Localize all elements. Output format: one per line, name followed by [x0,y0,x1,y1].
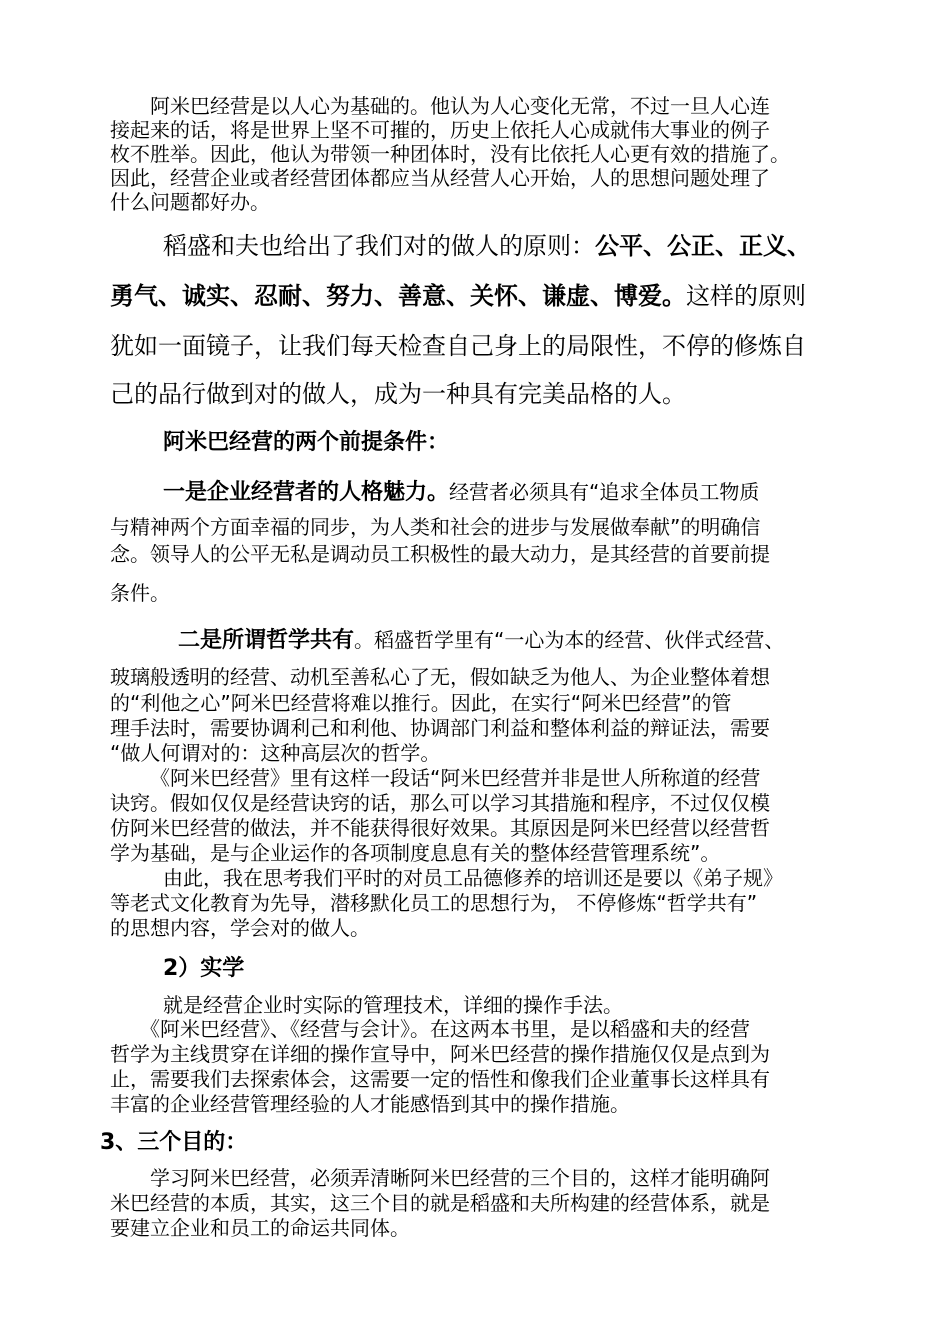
quote-line-3: 仿阿米巴经营的做法，并不能获得很好效果。其原因是阿米巴经营以经营哲 [110,816,770,840]
heading-goals: 3、三个目的： [100,1130,248,1155]
practice-line-5: 丰富的企业经营管理经验的人才能感悟到其中的操作措施。 [110,1092,630,1116]
para1-line-3: 枚不胜举。因此，他认为带领一种团体时，没有比依托人心更有效的措施了。 [110,142,790,166]
training-line-2: 等老式文化教育为先导，潜移默化员工的思想行为， 不停修炼“哲学共有” [110,891,758,915]
premise2-line-1-rest: 。稻盛哲学里有“一心为本的经营、伙伴式经营、 [354,628,785,652]
heading-premise: 阿米巴经营的两个前提条件： [163,430,450,455]
para1-line-1: 阿米巴经营是以人心为基础的。他认为人心变化无常，不过一旦人心连 [150,94,770,118]
premise2-bold: 二是所谓哲学共有 [178,628,355,653]
practice-line-3: 哲学为主线贯穿在详细的操作宣导中，阿米巴经营的操作措施仅仅是点到为 [110,1042,770,1066]
para2-line-3: 犹如一面镜子，让我们每天检查自己身上的局限性，不停的修炼自 [110,332,806,360]
practice-line-2: 《阿米巴经营》、《经营与会计》。在这两本书里，是以稻盛和夫的经营 [140,1017,750,1041]
para2-line-2-bold: 勇气、诚实、忍耐、努力、善意、关怀、谦虚、博爱。 [110,282,686,310]
para2-line-2 [110,282,806,310]
premise2-line-5: “做人何谓对的：这种高层次的哲学。 [110,741,441,765]
premise1-line-4: 条件。 [110,581,170,605]
practice-line-4: 止，需要我们去探索体会，这需要一定的悟性和像我们企业董事长这样具有 [110,1067,770,1091]
training-line-3: 的思想内容，学会对的做人。 [110,916,370,940]
premise1-line-2: 与精神两个方面幸福的同步，为人类和社会的进步与发展做奉献”的明确信 [110,515,761,539]
para2-line-4: 己的品行做到对的做人，成为一种具有完美品格的人。 [110,380,686,408]
premise1-line-1 [163,480,759,505]
para1-line-4: 因此，经营企业或者经营团体都应当从经营人心开始，人的思想问题处理了 [110,166,770,190]
heading-practice: 2）实学 [163,956,245,981]
goals-line-1: 学习阿米巴经营，必须弄清晰阿米巴经营的三个目的，这样才能明确阿 [150,1166,770,1190]
quote-line-4: 学为基础，是与企业运作的各项制度息息有关的整体经营管理系统”。 [110,841,721,865]
premise2-line-4: 理手法时，需要协调利己和利他、协调部门利益和整体利益的辩证法，需要 [110,716,770,740]
para2-line-1 [163,232,811,260]
goals-line-3: 要建立企业和员工的命运共同体。 [110,1216,410,1240]
premise2-line-2: 玻璃般透明的经营、动机至善私心了无，假如缺乏为他人、为企业整体着想 [110,665,770,689]
practice-line-1: 就是经营企业时实际的管理技术，详细的操作手法。 [163,993,623,1017]
quote-line-1: 《阿米巴经营》里有这样一段话“阿米巴经营并非是世人所称道的经营 [150,766,761,790]
premise1-line-1-rest: 经营者必须具有“追求全体员工物质 [449,480,760,504]
para1-line-5: 什么问题都好办。 [110,190,270,214]
para2-line-1-normal: 稻盛和夫也给出了我们对的做人的原则： [163,232,595,260]
training-line-1: 由此，我在思考我们平时的对员工品德修养的培训还是要以《弟子规》 [163,866,783,890]
para2-line-1-bold: 公平、公正、正义、 [595,232,811,260]
premise1-bold: 一是企业经营者的人格魅力。 [163,480,450,505]
quote-line-2: 诀窍。假如仅仅是经营诀窍的话，那么可以学习其措施和程序，不过仅仅模 [110,791,770,815]
para2-line-2-normal: 这样的原则 [686,282,806,310]
premise1-line-3: 念。领导人的公平无私是调动员工积极性的最大动力，是其经营的首要前提 [110,542,770,566]
goals-line-2: 米巴经营的本质，其实，这三个目的就是稻盛和夫所构建的经营体系，就是 [110,1191,770,1215]
premise2-line-1 [178,628,784,653]
premise2-line-3: 的“利他之心”阿米巴经营将难以推行。因此，在实行“阿米巴经营”的管 [110,691,732,715]
para1-line-2: 接起来的话，将是世界上坚不可摧的，历史上依托人心成就伟大事业的例子 [110,118,770,142]
